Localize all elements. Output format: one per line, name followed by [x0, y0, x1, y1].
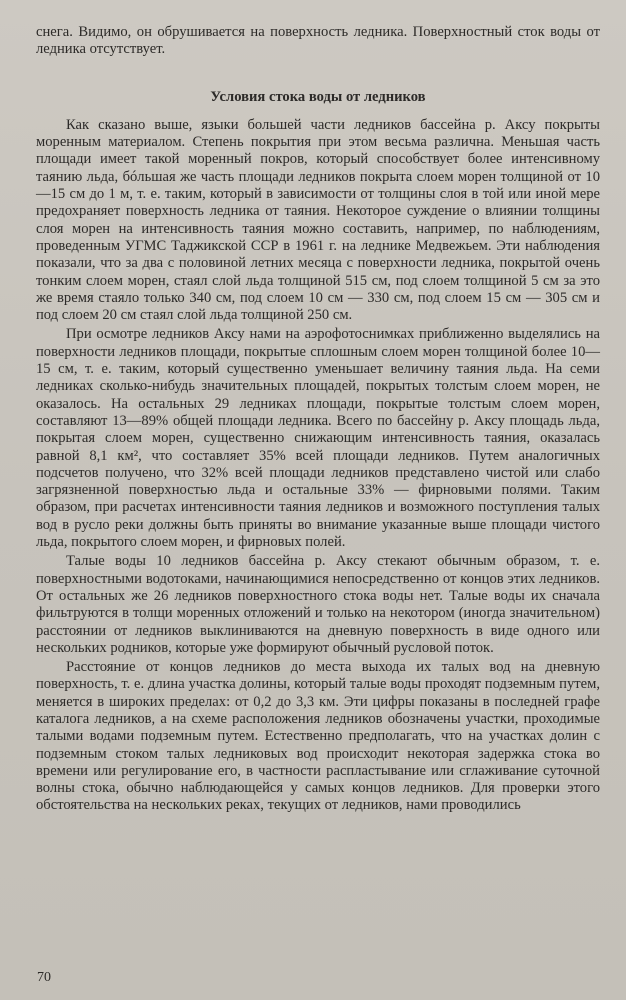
opening-paragraph: снега. Видимо, он обрушивается на поверхность ледника. Поверхностный сток воды от ледника отсутствует.: [36, 24, 600, 58]
paragraph-4: Расстояние от концов ледников до места выхода их талых вод на дневную поверхность, т. е. длина участка долины, который талые воды проходят подземным путем, меняется в широких пределах: от 0,2 до 3,3 км. Эти цифры показаны в последней графе каталога ледников, а на схеме расположения ледников обозначены участки, проходимые талыми водами подземным путем. Естественно предполагать, что на участках долин с подземным стоком талых ледниковых вод происходит некоторая задержка стока во времени или регулирование его, в частности распластывание или сглаживание суточной волны стока, обычно наблюдающейся у самых концов ледников. Для проверки этого обстоятельства на нескольких реках, текущих от ледников, нами проводились: [36, 659, 600, 814]
paragraph-1: Как сказано выше, языки большей части ледников бассейна р. Аксу покрыты моренным материалом. Степень покрытия при этом весьма различна. Меньшая часть площади имеет такой моренный покров, который способствует более интенсивному таянию льда, бóльшая же часть площади ледников покрыта слоем морен толщиной от 10—15 см до 1 м, т. е. таким, который в зависимости от толщины слоя в той или иной мере предохраняет поверхность ледника от таяния. Некоторое суждение о влиянии толщины слоя морен на интенсивность таяния можно составить, например, по наблюдениям, проведенным УГМС Таджикской ССР в 1961 г. на леднике Медвежьем. Эти наблюдения показали, что за два с половиной летних месяца с поверхности ледника, покрытой очень тонким слоем морен, стаял слой льда толщиной 515 см, под слоем толщиной 5 см за это же время стаяло только 340 см, под слоем 10 см — 330 см, под слоем 15 см — 305 см и под слоем 20 см стаял слой льда толщиной 250 см.: [36, 116, 600, 324]
paragraph-2: При осмотре ледников Аксу нами на аэрофотоснимках приближенно выделялись на поверхности ледников площади, покрытые сплошным слоем морен толщиной более 10—15 см, т. е. таким, который существенно уменьшает величину таяния льда. На семи ледниках сколько-нибудь значительных площадей, покрытых толстым слоем морен, не оказалось. На остальных 29 ледниках площади, покрытые толстым слоем морен, составляют 13—89% общей площади ледника. Всего по бассейну р. Аксу площадь льда, покрытая слоем морен, существенно снижающим интенсивность таяния, оказалась равной 8,1 км², что составляет 35% всей площади ледников. Путем аналогичных подсчетов получено, что 32% всей площади ледников представлено чистой или слабо загрязненной поверхностью льда и остальные 33% — фирновыми полями. Таким образом, при расчетах интенсивности таяния ледников и возможного поступления талых вод в русло реки должны быть приняты во внимание указанные выше площади чистого льда, покрытого слоем морен, и фирновых полей.: [36, 326, 600, 551]
page-number: 70: [37, 970, 51, 985]
paragraph-3: Талые воды 10 ледников бассейна р. Аксу стекают обычным образом, т. е. поверхностными водотоками, начинающимися непосредственно от концов этих ледников. От остальных же 26 ледников поверхностного стока воды нет. Талые воды их сначала фильтруются в толщи моренных отложений и только на некотором (иногда значительном) расстоянии от ледников выклиниваются на дневную поверхность в виде одного или нескольких родников, которые уже формируют обычный русловой поток.: [36, 553, 600, 656]
section-title: Условия стока воды от ледников: [210, 88, 426, 105]
